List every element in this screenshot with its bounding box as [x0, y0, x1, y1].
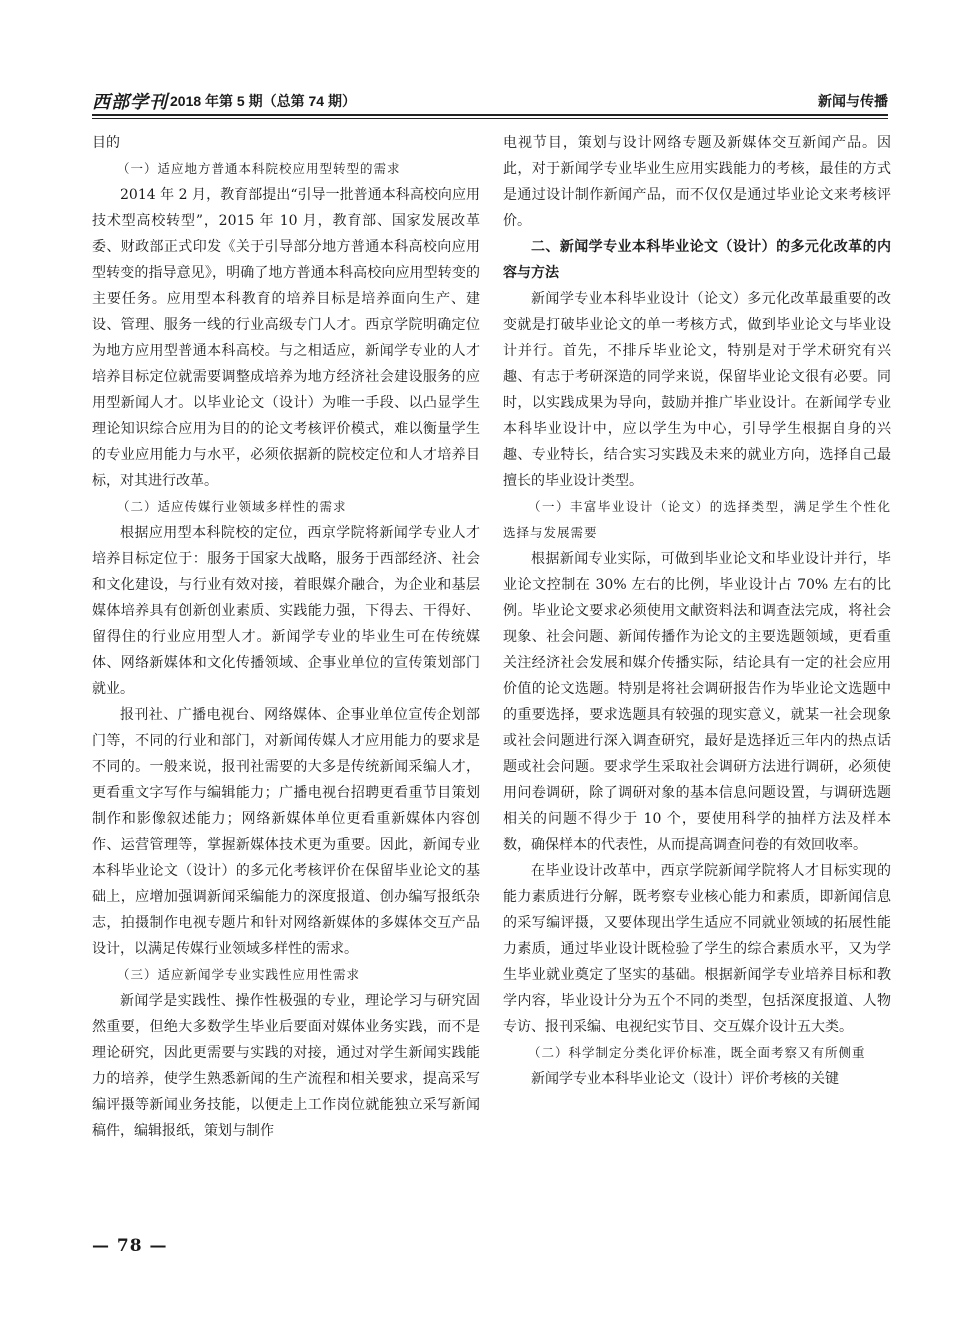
paragraph: 2014 年 2 月，教育部提出“引导一批普通本科高校向应用技术型高校转型”，2015 年 10 月，教育部、国家发展改革委、财政部正式印发《关于引导部分地方普通本科高校向应用型转变的指导意见》，明确了地方普通本科高校向应用型转变的主要任务。应用型本科教育的培养目标是培养面向生产、建设、管理、服务一线的行业高级专门人才。西京学院明确定位为地方应用型普通本科高校。与之相适应，新闻学专业的人才培养目标定位就需要调整成培养为地方经济社会建设服务的应用型新闻人才。以毕业论文（设计）为唯一手段、以凸显学生理论知识综合应用为目的的论文考核评价模式，难以衡量学生的专业应用能力与水平，必须依据新的院校定位和人才培养目标，对其进行改革。: [92, 187, 480, 489]
paragraph: 目的: [92, 135, 120, 151]
paragraph: 根据应用型本科院校的定位，西京学院将新闻学专业人才培养目标定位于：服务于国家大战略，服务于西部经济、社会和文化建设，与行业有效对接，着眼媒介融合，为企业和基层媒体培养具有创新创业素质、实践能力强，下得去、干得好、留得住的行业应用型人才。新闻学专业的毕业生可在传统媒体、网络新媒体和文化传播领域、企事业单位的宣传策划部门就业。: [92, 525, 480, 697]
subsection-heading: （二）科学制定分类化评价标准，既全面考察又有所侧重: [528, 1045, 866, 1060]
subsection-heading: （一）适应地方普通本科院校应用型转型的需求: [117, 161, 401, 176]
section-title: 新闻与传播: [818, 93, 888, 109]
paragraph: 报刊社、广播电视台、网络媒体、企事业单位宣传企划部门等，不同的行业和部门，对新闻传媒人才应用能力的要求是不同的。一般来说，报刊社需要的大多是传统新闻采编人才，更看重文字写作与编辑能力；广播电视台招聘更看重节目策划制作和影像叙述能力；网络新媒体单位更看重新媒体内容创作、运营管理等，掌握新媒体技术更为重要。因此，新闻专业本科毕业论文（设计）的多元化考核评价在保留毕业论文的基础上，应增加强调新闻采编能力的深度报道、创办编写报纸杂志，拍摄制作电视专题片和针对网络新媒体的多媒体交互产品设计，以满足传媒行业领域多样性的需求。: [92, 707, 480, 957]
page-number: — 78 —: [92, 1236, 168, 1256]
paragraph: 新闻学是实践性、操作性极强的专业，理论学习与研究固然重要，但绝大多数学生毕业后要面对媒体业务实践，而不是理论研究，因此更需要与实践的对接，通过对学生新闻实践能力的培养，使学生熟悉新闻的生产流程和相关要求，提高采写编评摄等新闻业务技能，以便走上工作岗位就能独立采写新闻稿件，编辑报纸，策划与制作: [92, 993, 480, 1139]
paragraph: 电视节目，策划与设计网络专题及新媒体交互新闻产品。因此，对于新闻学专业毕业生应用实践能力的考核，最佳的方式是通过设计制作新闻产品，而不仅仅是通过毕业论文来考核评价。: [503, 135, 891, 229]
subsection-heading: （二）适应传媒行业领域多样性的需求: [117, 499, 347, 514]
subsection-heading: （一）丰富毕业设计（论文）的选择类型，满足学生个性化选择与发展需要: [503, 499, 891, 540]
issue-info: 2018 年第 5 期（总第 74 期）: [170, 93, 356, 109]
paragraph: 新闻学专业本科毕业论文（设计）评价考核的关键: [531, 1071, 839, 1087]
section-heading: 二、新闻学专业本科毕业论文（设计）的多元化改革的内容与方法: [503, 239, 891, 281]
left-column: [92, 130, 480, 1144]
journal-logo: 西部学刊: [92, 92, 168, 113]
right-column: [503, 130, 891, 1092]
paragraph: 新闻学专业本科毕业设计（论文）多元化改革最重要的改变就是打破毕业论文的单一考核方式，做到毕业论文与毕业设计并行。首先，不排斥毕业论文，特别是对于学术研究有兴趣、有志于考研深造的同学来说，保留毕业论文很有必要。同时，以实践成果为导向，鼓励并推广毕业设计。在新闻学专业本科毕业设计中，应以学生为中心，引导学生根据自身的兴趣、专业特长，结合实习实践及未来的就业方向，选择自己最擅长的毕业设计类型。: [503, 291, 891, 489]
paragraph: 在毕业设计改革中，西京学院新闻学院将人才目标实现的能力素质进行分解，既考察专业核心能力和素质，即新闻信息的采写编评摄，又要体现出学生适应不同就业领域的拓展性能力素质，通过毕业设计既检验了学生的综合素质水平，又为学生毕业就业奠定了坚实的基础。根据新闻学专业培养目标和教学内容，毕业设计分为五个不同的类型，包括深度报道、人物专访、报刊采编、电视纪实节目、交互媒介设计五大类。: [503, 863, 891, 1035]
paragraph: 根据新闻专业实际，可做到毕业论文和毕业设计并行，毕业论文控制在 30% 左右的比例，毕业设计占 70% 左右的比例。毕业论文要求必须使用文献资料法和调查法完成，将社会现象、社会问题、新闻传播作为论文的主要选题领域，更看重关注经济社会发展和媒介传播实际，结论具有一定的社会应用价值的论文选题。特别是将社会调研报告作为毕业论文选题中的重要选择，要求选题具有较强的现实意义，就某一社会现象或社会问题进行深入调查研究，最好是选择近三年内的热点话题或社会问题。要求学生采取社会调研方法进行调研，必须使用问卷调研，除了调研对象的基本信息问题设置，与调研选题相关的问题不得少于 10 个，要使用科学的抽样方法及样本数，确保样本的代表性，从而提高调查问卷的有效回收率。: [503, 551, 891, 853]
header-rule-thin: [92, 118, 888, 119]
subsection-heading: （三）适应新闻学专业实践性应用性需求: [117, 967, 361, 982]
header-rule-thick: [92, 114, 888, 116]
running-header: [92, 86, 888, 116]
